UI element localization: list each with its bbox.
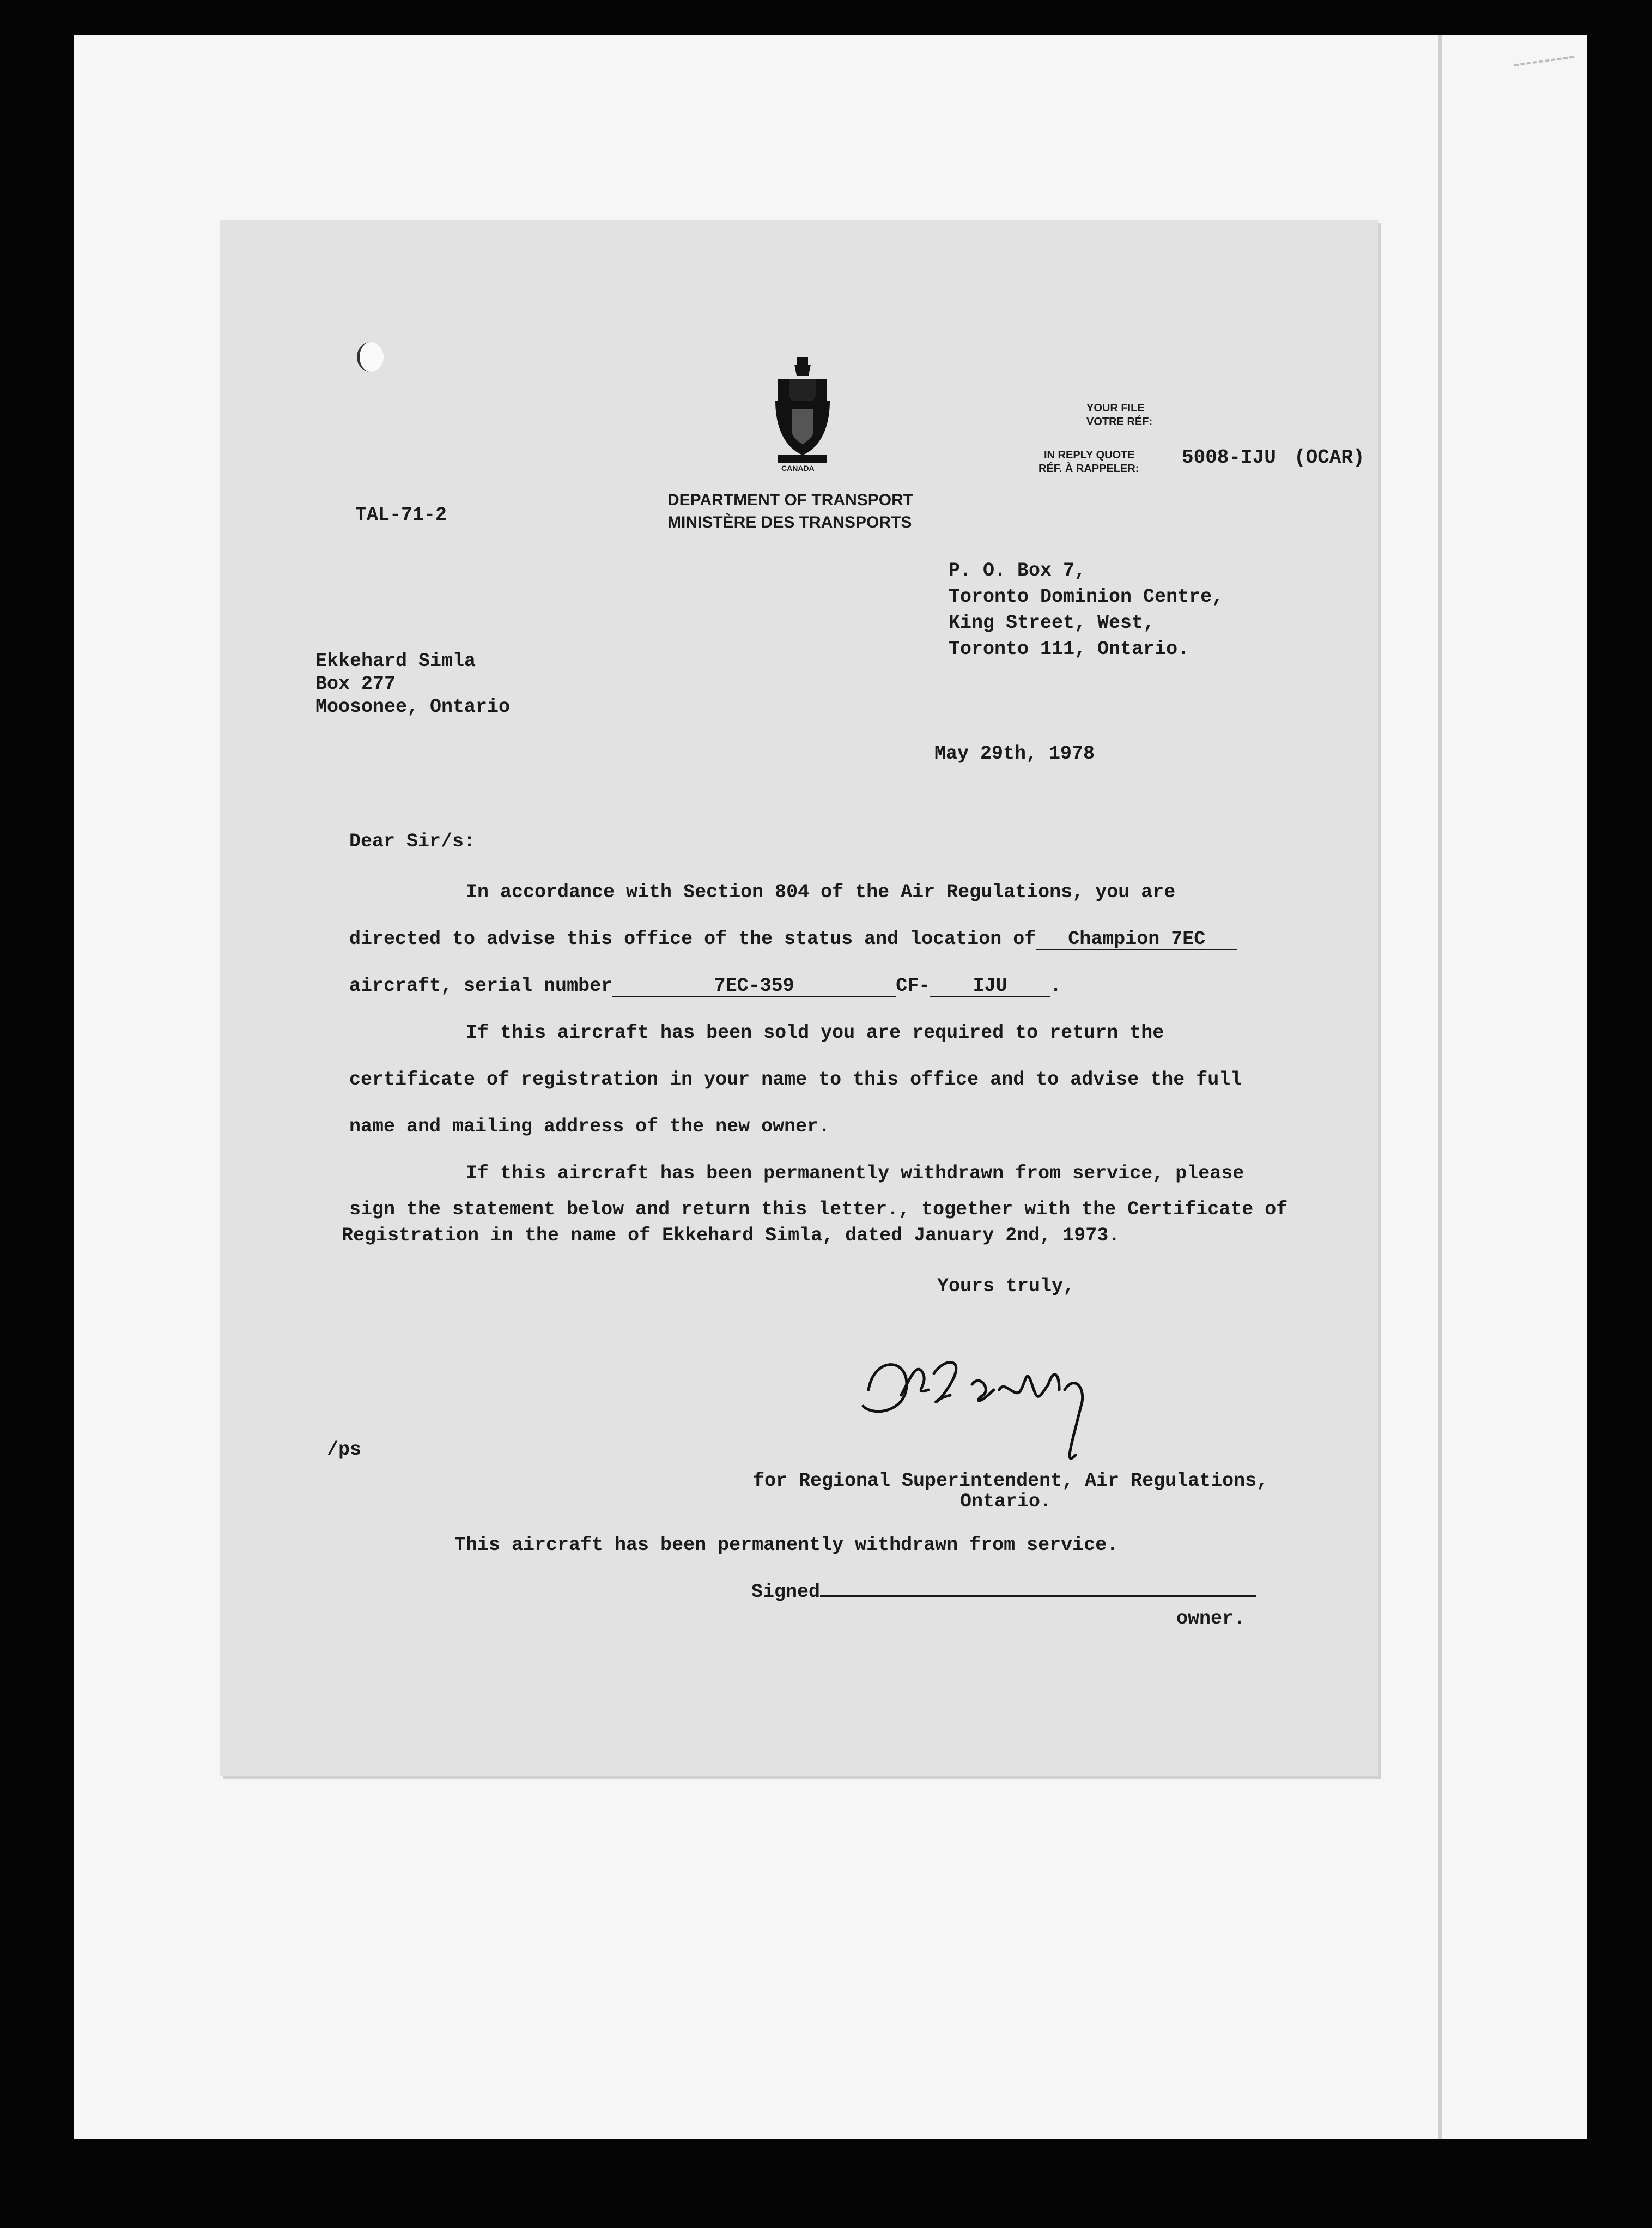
your-file-label-fr: VOTRE RÉF: xyxy=(1086,416,1153,428)
aircraft-type-field: Champion 7EC xyxy=(1036,930,1237,950)
punch-hole xyxy=(357,342,384,372)
withdrawal-statement: This aircraft has been permanently withdrawn from service. xyxy=(454,1534,1119,1556)
salutation: Dear Sir/s: xyxy=(349,831,476,852)
body-line: In accordance with Section 804 of the Air Regulations, you are xyxy=(466,881,1176,903)
reply-quote-label-fr: RÉF. À RAPPELER: xyxy=(1038,463,1139,475)
sender-address-line: Toronto 111, Ontario. xyxy=(949,638,1189,660)
file-number: TAL-71-2 xyxy=(355,504,447,526)
body-line: If this aircraft has been permanently withdrawn from service, please xyxy=(466,1163,1244,1184)
body-text: aircraft, serial number xyxy=(349,975,613,997)
recipient-address-line: Moosonee, Ontario xyxy=(315,696,511,718)
reply-reference: 5008-IJU xyxy=(1182,446,1276,469)
sender-address-line: Toronto Dominion Centre, xyxy=(949,586,1224,608)
letter-date: May 29th, 1978 xyxy=(934,743,1095,765)
crest-label: CANADA xyxy=(781,464,815,473)
reply-reference-office: (OCAR) xyxy=(1294,446,1365,469)
body-line: aircraft, serial number 7EC-359 CF- IJU . xyxy=(349,975,1062,997)
owner-signature-field xyxy=(820,1595,1256,1597)
body-line: If this aircraft has been sold you are required to return the xyxy=(466,1022,1164,1044)
signed-label: Signed xyxy=(751,1581,821,1603)
reply-quote-label-en: IN REPLY QUOTE xyxy=(1044,449,1135,461)
recipient-address-line: Ekkehard Simla xyxy=(315,650,476,672)
body-line: sign the statement below and return this letter., together with the Certificate of xyxy=(349,1198,1288,1220)
body-text: directed to advise this office of the status and location of xyxy=(349,928,1036,950)
serial-number-field: 7EC-359 xyxy=(612,977,896,997)
department-name-fr: MINISTÈRE DES TRANSPORTS xyxy=(667,513,912,531)
recipient-address-line: Box 277 xyxy=(315,673,396,695)
your-file-label-en: YOUR FILE xyxy=(1086,402,1145,414)
sender-address-line: King Street, West, xyxy=(949,612,1155,634)
signatory-region: Ontario. xyxy=(960,1491,1052,1512)
body-line: name and mailing address of the new owner. xyxy=(349,1116,830,1137)
cf-label: CF- xyxy=(896,975,931,997)
body-line: certificate of registration in your name to this office and to advise the full xyxy=(349,1069,1242,1091)
body-line: Registration in the name of Ekkehard Simla, dated January 2nd, 1973. xyxy=(342,1225,1120,1246)
page-divider xyxy=(1438,35,1442,2139)
body-line xyxy=(349,930,1237,950)
registration-field: IJU xyxy=(930,977,1050,997)
signatory-title: for Regional Superintendent, Air Regulations, xyxy=(753,1470,1268,1492)
signed-line xyxy=(751,1583,1256,1602)
owner-label: owner. xyxy=(1176,1608,1246,1630)
typist-initials: /ps xyxy=(327,1439,362,1461)
handwritten-signature xyxy=(852,1330,1190,1461)
sender-address-line: P. O. Box 7, xyxy=(949,560,1086,582)
closing: Yours truly, xyxy=(937,1275,1075,1297)
canada-coat-of-arms-icon xyxy=(767,357,838,471)
department-name-en: DEPARTMENT OF TRANSPORT xyxy=(667,491,914,509)
